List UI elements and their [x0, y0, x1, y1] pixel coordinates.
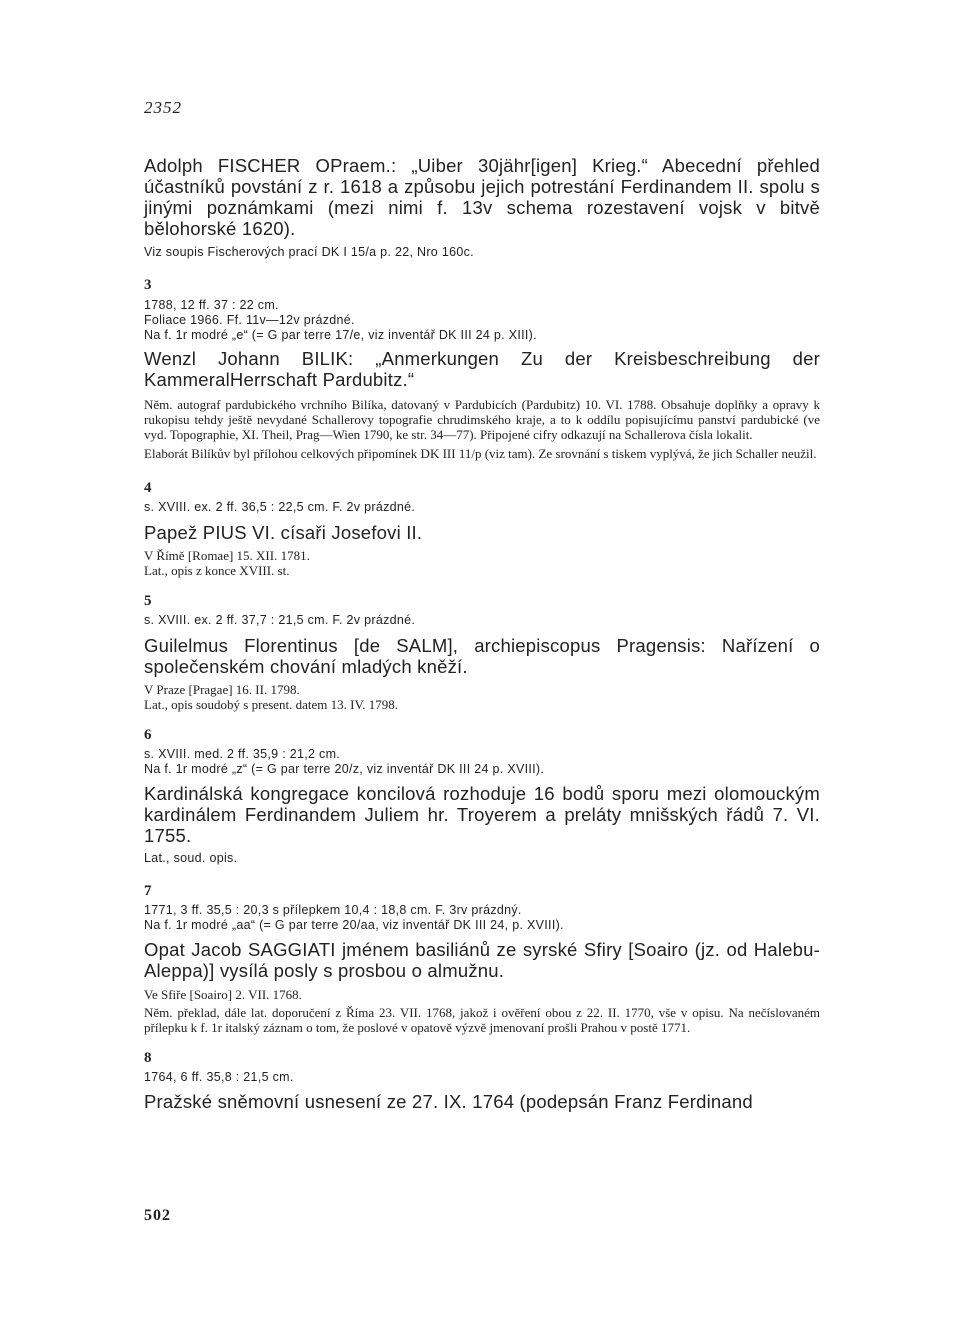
entry-note: Ve Sfiře [Soairo] 2. VII. 1768.: [144, 987, 302, 1002]
entry-title: Wenzl Johann BILIK: „Anmerkungen Zu der Kreisbeschreibung der KammeralHerrschaft Pardubitz.“: [144, 348, 820, 390]
entry-title: Adolph FISCHER OPraem.: „Uiber 30jähr[igen] Krieg.“ Abecední přehled účastníků povstání z r. 1618 a způsobu jejich potrestání Ferdinandem II. spolu s jinými poznámkami (mezi nimi f. 13v schema rozestavení vojsk v bitvě bělohorské 1620).: [144, 155, 820, 239]
entry-physical: s. XVIII. med. 2 ff. 35,9 : 21,2 cm.: [144, 747, 341, 761]
entry-number: 7: [144, 883, 152, 899]
entry-physical: 1764, 6 ff. 35,8 : 21,5 cm.: [144, 1070, 294, 1084]
entry-note: V Římě [Romae] 15. XII. 1781.: [144, 548, 310, 563]
entry-note: Něm. autograf pardubického vrchního Bilíka, datovaný v Pardubicích (Pardubitz) 10. VI. 1788. Obsahuje doplňky a opravy k rukopisu tehdy ještě nevydané Schallerovy topografie chrudimského kraje, a to k oddílu popisujícímu panství pardubické (ve vyd. Topographie, XI. Theil, Prag—Wien 1790, ke str. 34—77). Připojené cifry odkazují na Schallerova čísla lokalit.: [144, 397, 820, 442]
catalog-entry: [144, 277, 820, 461]
entry-physical: Na f. 1r modré „e“ (= G par terre 17/e, viz inventář DK III 24 p. XIII).: [144, 328, 537, 342]
entry-number: 6: [144, 727, 152, 743]
page-number: 2352: [144, 98, 182, 117]
entry-title: Papež PIUS VI. císaři Josefovi II.: [144, 522, 423, 543]
entry-physical: 1788, 12 ff. 37 : 22 cm.: [144, 298, 279, 312]
entry-number: 4: [144, 480, 152, 496]
entry-note: Lat., opis soudobý s present. datem 13. IV. 1798.: [144, 697, 398, 712]
entry-reference: Viz soupis Fischerových prací DK I 15/a p. 22, Nro 160c.: [144, 245, 474, 259]
catalog-entry: [144, 883, 820, 1035]
entry-title: Kardinálská kongregace koncilová rozhoduje 16 bodů sporu mezi olomouckým kardinálem Ferdinandem Juliem hr. Troyerem a preláty mnišských řádů 7. VI. 1755.: [144, 783, 820, 846]
entry-note: Lat., opis z konce XVIII. st.: [144, 563, 290, 578]
entry-note: Elaborát Bilíkův byl přílohou celkových připomínek DK III 11/p (viz tam). Ze srovnání s tiskem vyplývá, že jich Schaller neužil.: [144, 446, 817, 461]
entry-number: 5: [144, 593, 152, 609]
entry-physical: s. XVIII. ex. 2 ff. 37,7 : 21,5 cm. F. 2v prázdné.: [144, 613, 416, 627]
entry-note: V Praze [Pragae] 16. II. 1798.: [144, 682, 300, 697]
entry-physical: s. XVIII. ex. 2 ff. 36,5 : 22,5 cm. F. 2v prázdné.: [144, 500, 416, 514]
entry-note: Něm. překlad, dále lat. doporučení z Říma 23. VII. 1768, jakož i ověření obou z 22. II. 1770, vše v opisu. Na nečíslovaném přílepku k f. 1r italský záznam o tom, že poslové v opatově výzvě jmenovaní prošli Prahou v postě 1771.: [144, 1005, 820, 1035]
catalog-content: [144, 155, 820, 1112]
entry-physical: Na f. 1r modré „z“ (= G par terre 20/z, viz inventář DK III 24 p. XVIII).: [144, 762, 545, 776]
entry-physical: Na f. 1r modré „aa“ (= G par terre 20/aa, viz inventář DK III 24, p. XVIII).: [144, 918, 564, 932]
entry-physical: Foliace 1966. Ff. 11v—12v prázdné.: [144, 313, 355, 327]
entry-title: Guilelmus Florentinus [de SALM], archiepiscopus Pragensis: Nařízení o společenském chování mladých kněží.: [144, 635, 820, 677]
entry-number: 8: [144, 1050, 152, 1066]
entry-title: Opat Jacob SAGGIATI jménem basiliánů ze syrské Sfiry [Soairo (jz. od Halebu-Aleppa)] vysílá posly s prosbou o almužnu.: [144, 939, 820, 981]
catalog-entry: [144, 1050, 820, 1112]
entry-title: Pražské sněmovní usnesení ze 27. IX. 1764 (podepsán Franz Ferdinand: [144, 1091, 753, 1112]
entry-number: 3: [144, 277, 152, 293]
entry-physical: 1771, 3 ff. 35,5 : 20,3 s přílepkem 10,4 : 18,8 cm. F. 3rv prázdný.: [144, 903, 522, 917]
catalog-entry: [144, 480, 820, 578]
folio-number: 502: [144, 1207, 171, 1224]
catalog-entry: [144, 155, 820, 260]
catalog-entry: [144, 593, 820, 712]
entry-note: Lat., soud. opis.: [144, 851, 238, 865]
catalog-entry: [144, 727, 820, 866]
